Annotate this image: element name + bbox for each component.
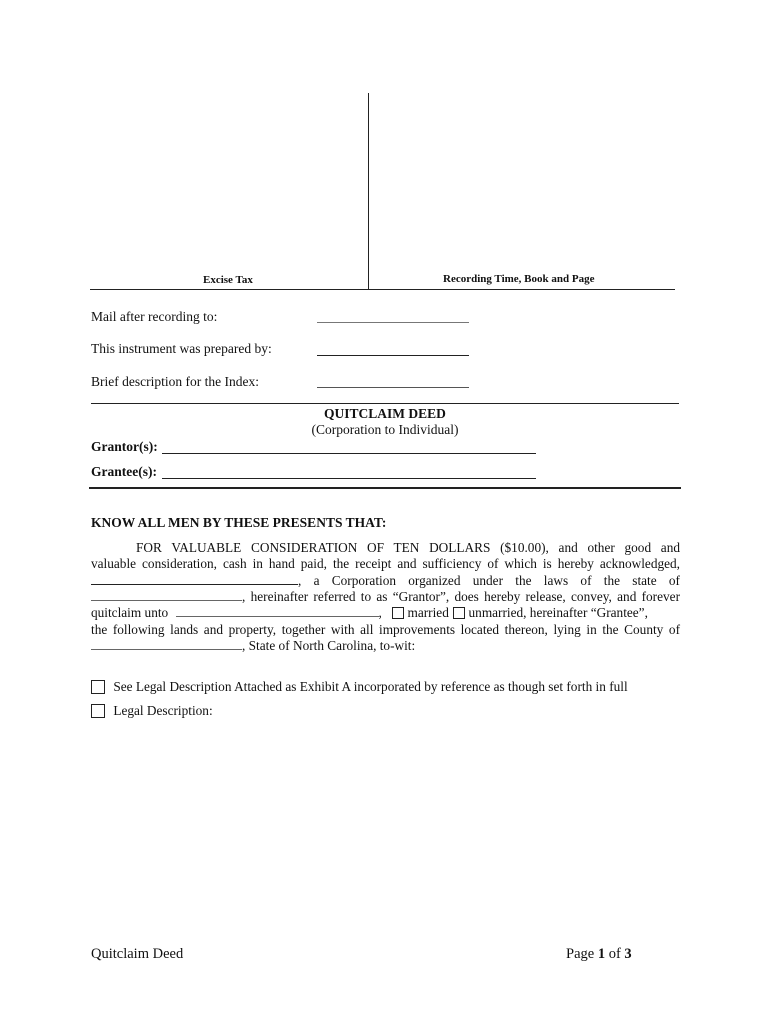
- exhibit-a-checkbox[interactable]: [91, 680, 105, 694]
- grantee-name-field[interactable]: [176, 615, 379, 617]
- body-line-7: [91, 638, 680, 654]
- footer-doc-name: Quitclaim Deed: [91, 946, 184, 962]
- brief-description-label: Brief description for the Index:: [91, 374, 259, 389]
- exhibit-a-label: See Legal Description Attached as Exhibit A incorporated by reference as though set forth in full: [113, 679, 628, 694]
- body-line-4: [91, 589, 680, 605]
- body-line-5: [91, 605, 680, 621]
- body-line-1: FOR VALUABLE CONSIDERATION OF TEN DOLLARS ($10.00), and other good and: [136, 540, 680, 555]
- deed-title: QUITCLAIM DEED: [324, 406, 446, 421]
- county-field[interactable]: [91, 648, 242, 650]
- mail-after-label: Mail after recording to:: [91, 309, 218, 324]
- body-line-2: valuable consideration, cash in hand paid, the receipt and sufficiency of which is hereby acknowledged,: [91, 556, 680, 571]
- body-line-7-text: , State of North Carolina, to-wit:: [242, 638, 416, 653]
- info-rule: [91, 403, 679, 404]
- grantee-field[interactable]: [162, 478, 536, 479]
- brief-description-field[interactable]: [317, 387, 469, 388]
- page-of: of: [608, 946, 621, 962]
- unmarried-checkbox[interactable]: [453, 607, 465, 619]
- legal-description-label: Legal Description:: [113, 703, 213, 718]
- mail-after-field[interactable]: [317, 322, 469, 323]
- married-checkbox[interactable]: [392, 607, 404, 619]
- unmarried-label: unmarried, hereinafter “Grantee”,: [468, 605, 648, 620]
- legal-description-option: [91, 703, 213, 719]
- grantee-comma: ,: [378, 605, 382, 620]
- prepared-by-label: This instrument was prepared by:: [91, 341, 272, 356]
- prepared-by-field[interactable]: [317, 355, 469, 356]
- footer-page-number: [566, 946, 632, 963]
- state-of-incorporation-field[interactable]: [91, 599, 242, 601]
- body-heading: KNOW ALL MEN BY THESE PRESENTS THAT:: [91, 515, 387, 530]
- grantor-label: Grantor(s):: [91, 439, 158, 454]
- married-label: married: [407, 605, 449, 620]
- grantee-label: Grantee(s):: [91, 464, 157, 479]
- legal-description-checkbox[interactable]: [91, 704, 105, 718]
- quitclaim-unto-text: quitclaim unto: [91, 605, 169, 620]
- deed-subtitle: (Corporation to Individual): [311, 422, 459, 437]
- body-line-6: the following lands and property, together with all improvements located thereon, lying in the County of: [91, 622, 680, 637]
- excise-tax-label: Excise Tax: [203, 274, 253, 286]
- page-prefix: Page: [566, 946, 595, 962]
- page-total: 3: [624, 946, 632, 962]
- page-current: 1: [597, 946, 606, 962]
- corporation-name-field[interactable]: [91, 583, 298, 585]
- grantor-field[interactable]: [162, 453, 536, 454]
- parties-rule: [89, 487, 681, 489]
- recording-label: Recording Time, Book and Page: [443, 273, 595, 285]
- exhibit-a-option: [91, 679, 628, 695]
- header-rule: [90, 289, 675, 290]
- header-divider: [368, 93, 369, 289]
- body-line-4-text: , hereinafter referred to as “Grantor”, does hereby release, convey, and forever: [242, 589, 680, 604]
- body-line-3: [91, 573, 680, 589]
- body-line-3-text: , a Corporation organized under the laws of the state of: [298, 573, 680, 588]
